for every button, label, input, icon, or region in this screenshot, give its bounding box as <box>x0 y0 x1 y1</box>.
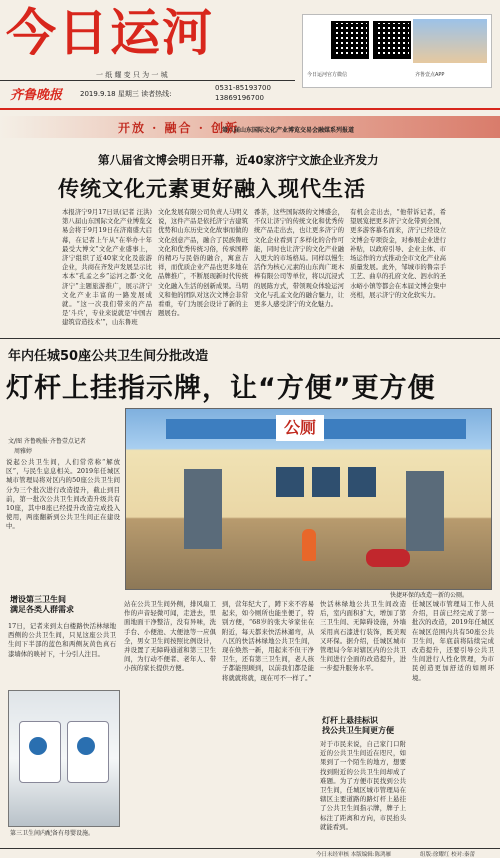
subhead-lamp-signs: 灯杆上悬挂标识 找公共卫生间更方便 <box>322 716 394 735</box>
lead-column-2: 文化发展有限公司负责人马明义说，这件产品是依托济宁古建筑优势和山东历史文化故事而做的文化创意产品，融合了民族鲁班文化和优秀传统习俗，传承国粹的精巧与民俗的融合，寓意吉祥，而优质企业产品也更多地在品牌推广，不断展现新时代传统文化融入生活的创新成果。马明义和他的团队对这次文博会非常看重，专门为展会设计了新的主题展台。 <box>158 208 248 318</box>
lead-column-3: 番茶，这些国际级的文博盛会，不仅让济宁的传统文化和优秀传统产品走出去，也让更多济宁的文化企业看到了多样化的合作可能，同时也让济宁的文化产业融入更大的市场格局。同样以慢生活作为核心元素的山东尚广斑木棒有限公司等单位，将以沉浸式的展陈方式，带领观众体验运河文化与孔孟文化的融合魅力，让更多人感受济宁的文化魅力。 <box>254 208 344 309</box>
phone-2: 13869196700 <box>215 94 264 102</box>
toilet-sign: 公厕 <box>276 415 324 441</box>
header-divider <box>0 108 500 110</box>
lead-kicker: 第八届省文博会明日开幕，近40家济宁文旅企业齐发力 <box>98 153 379 167</box>
second-column-6: 任城区城市管理局工作人员介绍，目前已经完成了第一批次的改造，2019年任城区在城区范围内共有50座公共卫生间，年底前将陆续完成改造提升，还要引导公共卫生间进行人性化管理，为市民创造更加舒适的如厕环境。 <box>412 600 494 682</box>
door-right <box>406 471 444 551</box>
window-3 <box>348 467 376 497</box>
ad-caption-wechat: 今日运河官方微信 <box>307 72 348 78</box>
window-2 <box>312 467 340 497</box>
lead-column-1: 本报济宁9月17日讯(记者 汪洪) 第八届山东国际文化产业博览交易会将于9月19日在济南盛大启幕，在记者上午从“在举办十年 最受大博文”文化产业盛事上，济宁组织了近40家文化及旅游企业，共商在齐发声发展呈示比本本“孔孟之乡”运河之都·文化济宁”主题旅游推广，展示济宁文化产业丰富的一路发展成就。“这一次我们带来的产品是‘斗兵’，专业来说就是‘中国古建筑营造技术’”，山东鲁班 <box>62 208 152 326</box>
ad-box <box>302 14 492 88</box>
date-info: 2019.9.18 星期三 读者热线: <box>80 90 172 98</box>
phone-1: 0531-85193700 <box>215 84 271 92</box>
masthead-slogan: 一 纸 耀 变 只 为 一 城 <box>96 71 168 79</box>
window-1 <box>276 467 304 497</box>
second-column-3: 到，营年纪大了，蹲下来不容易起来，如今厕所也能坐便了，特别方便，“68岁的张大爷家住在附近，每天都来快活林遛弯，从八区的快活林绿地公共卫生间，现在焕然一新，用起来不但干净卫生，还有第三卫生间，老人孩子都能照顾到，以前我们都是能将就就将就，现在可不一样了。” <box>222 600 314 682</box>
banner-note: 第八届山东国际文化产业博览交易会融媒系列报道 <box>222 127 355 134</box>
scooter <box>366 549 410 567</box>
second-column-2: 站在公共卫生间外侧，排风扇工作的声音轻微可闻，走进去，里面地面干净整洁，没有异味，洗手台、小便池、大便池等一应俱全，男女卫生间按照比例设计，并设置了无障碍通道和第三卫生间，为行动不便者、老年人、带小孩的家长提供方便。 <box>124 600 216 673</box>
second-column-4: 快活林绿地公共卫生间改造后，室内面积扩大，增加了第三卫生间、无障碍设施，外墙采用真石漆进行装饰，既美观又环保。据介绍，任城区城市管理局今年对辖区内的公共卫生间进行全面的改造提升，进一步提升服务水平。 <box>320 600 406 673</box>
ad-caption-app: 齐鲁壹点APP <box>415 72 445 78</box>
baby-changing-photo <box>8 690 120 827</box>
baby-icon-1 <box>29 737 47 755</box>
wechat-qr-code <box>331 21 369 59</box>
worker-figure <box>302 529 316 561</box>
lead-headline: 传统文化元素更好融入现代生活 <box>58 177 366 201</box>
footer-editor: 今日未经审核 本版编辑:陈鸿雁 <box>316 852 392 858</box>
banner-title: 开放 · 融合 · 创新 <box>118 121 240 135</box>
city-skyline-image <box>413 19 487 63</box>
lead-column-4: 有机会走出去，“他带诉记者，希望展览把更多济宁文化带到全国，更多游客慕名而来，济宁已经设立文博会专项资金，对参展企业进行补贴，以政府引导、企业主体、市场运作的方式推动全市文化产业高质量发展。此外，邹城市的鲁宗手工艺、曲阜的孔府文化、泗水的圣水峪小镇等都会在本届文博会集中亮相，展示济宁的文化软实力。 <box>350 208 446 299</box>
door-left <box>184 469 222 549</box>
toilet-building-photo <box>125 408 492 590</box>
second-kicker: 年内任城50座公共卫生间分批改造 <box>8 349 209 364</box>
footer-rule <box>0 848 500 849</box>
subhead-third-restroom: 增设第三卫生间 满足各类人群需求 <box>10 595 74 614</box>
story-divider <box>0 338 500 339</box>
main-photo-caption: 快捷环保的改造一新的公厕。 <box>390 592 469 599</box>
baby-icon-2 <box>77 737 95 755</box>
second-lead-paragraph: 说起公共卫生间，人们常常称“解放区”，与民生息息相关。2019年任城区城市管理局将对区内的50座公共卫生间分为三个批次进行改造提升，截止到目前，第一批次公共卫生间改造升级共有10座，其中8座已经提升改造完成投入使用，两座翻新到公共卫生间正在建设中。 <box>6 458 120 531</box>
app-qr-code <box>373 21 411 59</box>
second-column-1: 17日，记者来到太白楼路快活林绿地西侧的公共卫生间，只见这座公共卫生间下半部的蓝色和两侧灰黄色真石漆墙体的映衬下，十分引人注目。 <box>8 622 116 658</box>
masthead-rule <box>0 80 295 81</box>
byline-name: 周雅婷 <box>14 448 33 455</box>
second-column-5: 对于市民来说，自己家门口附近的公共卫生间近在咫尺，如果到了一个陌生的地方，想要找到附近的公共卫生间却成了难题。为了方便市民找到公共卫生间，任城区城市管理局在辖区主要道路的路灯杆上悬挂了公共卫生间指示牌，牌子上标注了距离和方向，市民抬头就能看到。 <box>320 740 406 831</box>
footer-layout: 组版:徐耀红 校对:秦蕾 <box>420 852 475 858</box>
second-headline: 灯杆上挂指示牌，让“方便”更方便 <box>6 373 436 404</box>
brand-logo: 齐鲁晚报 <box>10 88 63 103</box>
byline: 文/图 齐鲁晚报·齐鲁壹点记者 <box>8 438 86 445</box>
masthead-title: 今日运河 <box>6 4 214 62</box>
small-photo-caption: 第三卫生间内配备有母婴设施。 <box>10 830 95 837</box>
